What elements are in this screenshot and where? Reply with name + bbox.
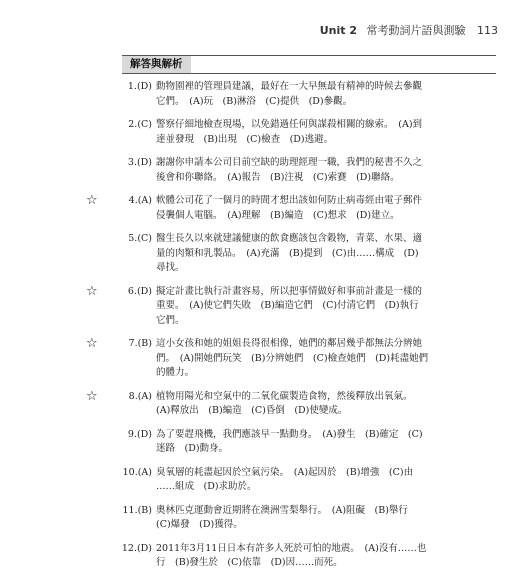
answer-explanation xyxy=(156,80,498,109)
answer-item xyxy=(86,283,498,329)
answer-item xyxy=(86,388,498,419)
star-icon: ☆ xyxy=(86,388,98,404)
section-header-bar xyxy=(122,55,496,74)
answer-list xyxy=(86,80,498,580)
answer-number: 3.(D) xyxy=(127,157,152,168)
explanation-line: (C)爆發 (D)獲得。 xyxy=(156,519,243,530)
explanation-line: 重要。 (A)使它們失敗 (B)編造它們 (C)付清它們 (D)執行 xyxy=(156,300,419,311)
explanation-line: 尋找。 xyxy=(156,262,185,273)
explanation-line: 它們。 (A)玩 (B)淋浴 (C)提供 (D)參觀。 xyxy=(156,95,353,107)
answer-number: 1.(D) xyxy=(127,81,152,92)
answer-item xyxy=(100,232,498,276)
explanation-line: 植物用陽光和空氣中的二氧化碳製造食物，然後釋放出氧氣。 xyxy=(156,390,413,402)
answer-item xyxy=(100,428,498,457)
answer-number: 8.(A) xyxy=(128,390,152,402)
answer-explanation xyxy=(156,285,498,329)
answer-item xyxy=(86,193,498,223)
explanation-line: 們。 (A)開她們玩笑 (B)分辨她們 (C)檢查她們 (D)耗盡她們 xyxy=(156,352,429,364)
answer-item xyxy=(100,118,498,147)
explanation-line: 2011年3月11日日本有許多人死於可怕的地震。 (A)沒有……也 xyxy=(156,542,427,554)
answer-explanation xyxy=(156,428,498,457)
explanation-line: 後會和你聯絡。 (A)報告 (B)注視 (C)索賽 (D)聯絡。 xyxy=(156,171,400,183)
explanation-line: 動物園裡的管理員建議，最好在一大早無最有精神的時候去參觀 xyxy=(156,81,423,92)
explanation-line: 軟體公司花了一個月的時間才想出該如何防止病毒經由電子郵件 xyxy=(156,195,423,206)
answer-explanation xyxy=(156,118,498,147)
answer-explanation xyxy=(156,504,498,533)
explanation-line: 擬定計畫比執行計畫容易，所以把事情做好和事前計畫是一樣的 xyxy=(156,285,423,297)
answer-explanation xyxy=(156,156,498,185)
explanation-line: 量的肉類和乳製品。 (A)充滿 (B)提到 (C)由……構成 (D) xyxy=(156,247,419,259)
explanation-line: 警察仔細地檢查現場，以免錯過任何與謀殺相關的線索。 (A)到 xyxy=(156,119,423,130)
answer-number: 11.(B) xyxy=(122,504,152,516)
star-icon: ☆ xyxy=(86,193,98,208)
answer-explanation xyxy=(156,390,498,419)
answer-explanation xyxy=(156,542,498,571)
unit-label: Unit 2 xyxy=(319,24,357,37)
star-icon: ☆ xyxy=(86,283,98,299)
explanation-line: 為了要趕飛機，我們應該早一點動身。 (A)發生 (B)確定 (C) xyxy=(156,428,423,440)
explanation-line: 謝謝你申請本公司目前空缺的助理經理一職，我們的秘書不久之 xyxy=(156,157,423,168)
answer-explanation xyxy=(156,337,498,381)
explanation-line: 侵襲個人電腦。 (A)理解 (B)編造 (C)想求 (D)建立。 xyxy=(156,209,400,221)
explanation-line: 醫生長久以來就建議健康的飲食應該包含穀物，青菜、水果、適 xyxy=(156,233,423,244)
answer-number: 7.(B) xyxy=(128,338,152,349)
answer-item xyxy=(100,156,498,185)
explanation-line: 迷路 (D)動身。 xyxy=(156,443,229,454)
explanation-line: 達並發現 (B)出現 (C)檢查 (D)逃避。 xyxy=(156,133,334,145)
answer-item xyxy=(86,336,498,381)
explanation-line: 這小女孩和她的姐姐長得很相像，她們的鄰居幾乎都無法分辨她 xyxy=(156,338,423,349)
page-number: 113 xyxy=(477,24,498,37)
explanation-line: 的體力。 xyxy=(156,367,195,378)
answer-item xyxy=(100,466,498,495)
explanation-line: 它們。 xyxy=(156,314,185,326)
answer-number: 4.(A) xyxy=(128,195,152,206)
section-title: 解答與解析 xyxy=(122,56,191,73)
chapter-title: 常考動詞片語與測驗 xyxy=(366,24,466,37)
answer-number: 2.(C) xyxy=(128,119,152,130)
explanation-line: (A)釋放出 (B)編造 (C)昏倒 (D)使變成。 xyxy=(156,405,348,416)
answer-explanation xyxy=(156,466,498,495)
answer-number: 6.(D) xyxy=(127,285,152,297)
star-icon: ☆ xyxy=(86,336,98,351)
explanation-line: ……組成 (D)求助於。 xyxy=(156,481,257,492)
explanation-line: 行 (B)發生於 (C)依靠 (D)因……而死。 xyxy=(156,557,343,568)
answer-item xyxy=(100,542,498,571)
answer-number: 12.(D) xyxy=(121,542,152,554)
page-header xyxy=(320,22,498,38)
answer-number: 10.(A) xyxy=(122,466,152,478)
answer-explanation xyxy=(156,194,498,223)
answer-item xyxy=(100,504,498,533)
answer-number: 5.(C) xyxy=(128,233,152,244)
answer-number: 9.(D) xyxy=(127,428,152,440)
explanation-line: 奧林匹克運動會近期將在澳洲雪梨舉行。 (A)阻礙 (B)舉行 xyxy=(156,504,408,516)
answer-item xyxy=(100,80,498,109)
explanation-line: 臭氧層的耗盡起因於空氣污染。 (A)起因於 (B)增強 (C)由 xyxy=(156,466,414,478)
answer-explanation xyxy=(156,232,498,276)
